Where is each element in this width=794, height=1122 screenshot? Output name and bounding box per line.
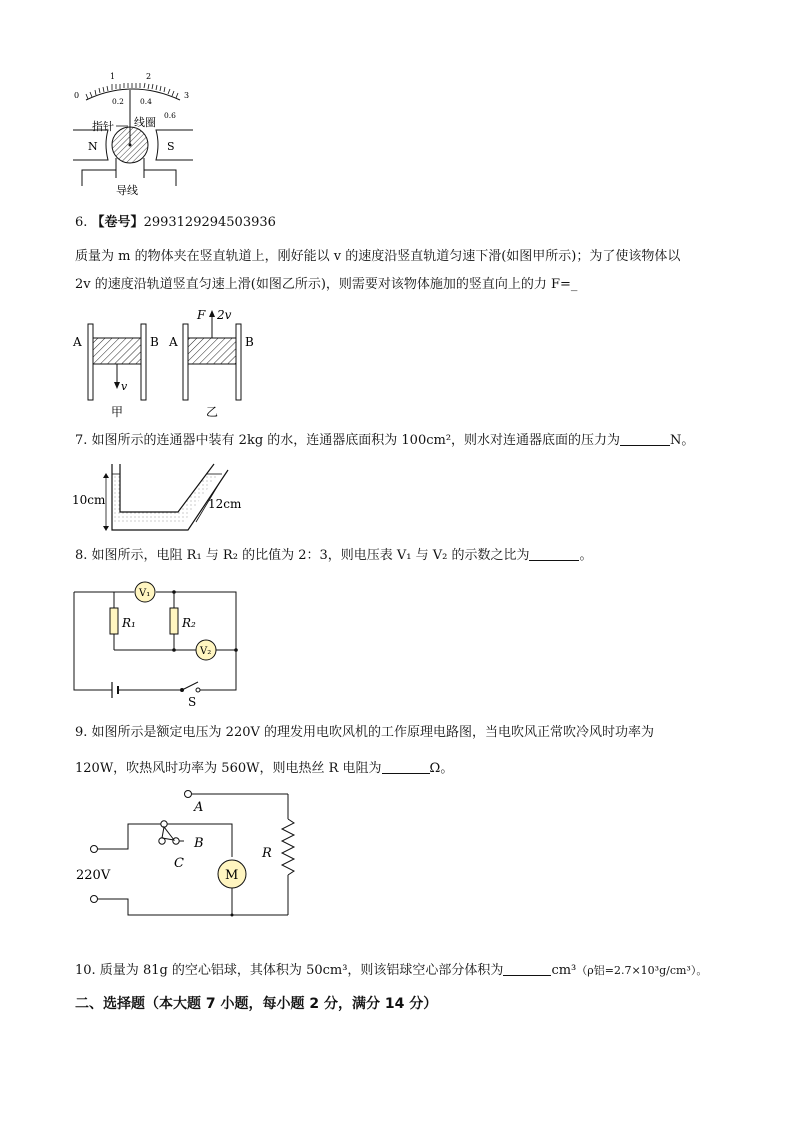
scale-label-3: 3 [184, 91, 190, 100]
q8-v2-label: V₂ [200, 646, 212, 657]
q6-id: 2993129294503936 [143, 215, 276, 230]
q8-switch-label: S [188, 695, 197, 708]
q6-number: 6. [75, 215, 88, 230]
q9-line2 [75, 760, 453, 778]
q10-note: （ρ铝=2.7×10³g/cm³）。 [576, 964, 708, 977]
scale-label-04: 0.4 [140, 97, 152, 106]
q8-v1-label: V₁ [139, 588, 151, 599]
q8-figure [70, 578, 250, 708]
q7-unit: N。 [670, 433, 695, 448]
q9-voltage-label: 220V [76, 868, 111, 883]
q6-line2: 2v 的速度沿轨道竖直匀速上滑(如图乙所示)，则需要对该物体施加的竖直向上的力 F=_ [75, 277, 578, 292]
scale-ticks [86, 83, 178, 99]
q7-question: 7. 如图所示的连通器中装有 2kg 的水，连通器底面积为 100cm²，则水对连通器底面的压力为 [75, 433, 621, 448]
q6-jia-b: B [150, 335, 159, 349]
q7-height-left: 10cm [72, 493, 106, 507]
q9-figure [72, 785, 302, 920]
q7-answer-blank[interactable] [620, 432, 670, 446]
q6-yi-2v: 2v [217, 308, 232, 322]
q8-r1-label: R₁ [122, 616, 136, 630]
scale-label-06: 0.6 [164, 111, 176, 120]
q7-height-right: 12cm [208, 497, 242, 511]
q9-label-b: B [194, 836, 204, 851]
q6-tag: 【卷号】 [91, 215, 144, 230]
q10-question: 10. 质量为 81g 的空心铝球，其体积为 50cm³，则该铝球空心部分体积为 [75, 963, 504, 978]
q7-text [75, 432, 694, 450]
q6-figure [70, 302, 270, 422]
q9-unit: Ω。 [429, 761, 454, 776]
pointer-label: 指针 [92, 120, 114, 133]
q9-label-a: A [194, 800, 204, 815]
q10-unit: cm³ [551, 963, 577, 978]
q6-jia-v: v [121, 380, 128, 393]
q8-end: 。 [579, 548, 593, 563]
q6-line1: 质量为 m 的物体夹在竖直轨道上，刚好能以 v 的速度沿竖直轨道匀速下滑(如图甲所示)；为了使该物体以 [75, 249, 681, 264]
q8-question: 8. 如图所示，电阻 R₁ 与 R₂ 的比值为 2：3，则电压表 V₁ 与 V₂ 的示数之比为 [75, 548, 530, 563]
q9-question: 120W，吹热风时功率为 560W，则电热丝 R 电阻为 [75, 761, 382, 776]
q9-line1: 9. 如图所示是额定电压为 220V 的理发用电吹风机的工作原理电路图，当电吹风正常吹冷风时功率为 [75, 725, 655, 740]
q7-figure [70, 460, 270, 540]
q6-jia-caption: 甲 [111, 405, 124, 419]
q6-yi-f: F [197, 308, 206, 322]
wire-label: 导线 [116, 184, 138, 197]
q9-motor-label: M [225, 868, 239, 883]
q10-answer-blank[interactable] [503, 962, 551, 976]
q6-figure-jia [72, 324, 159, 419]
scale-label-0: 0 [74, 91, 80, 100]
q6-header [75, 214, 276, 232]
coil-label: 线圈 [134, 116, 156, 129]
q6-jia-a: A [73, 335, 82, 349]
q8-answer-blank[interactable] [529, 547, 579, 561]
q9-answer-blank[interactable] [382, 760, 430, 774]
q6-yi-a: A [169, 335, 178, 349]
q6-yi-caption: 乙 [206, 405, 219, 419]
q10-text [75, 962, 707, 980]
magnet-s-label: S [167, 140, 175, 153]
galvanometer-figure [68, 68, 198, 198]
q6-figure-yi [168, 308, 254, 419]
scale-label-02: 0.2 [112, 97, 124, 106]
q9-label-c: C [174, 856, 184, 871]
scale-label-1: 1 [110, 72, 116, 81]
q8-r2-label: R₂ [182, 616, 196, 630]
q6-yi-b: B [245, 335, 254, 349]
section-2-title: 二、选择题（本大题 7 小题，每小题 2 分，满分 14 分） [75, 996, 438, 1012]
q8-text [75, 547, 592, 565]
q9-label-r: R [262, 846, 272, 861]
scale-label-2: 2 [146, 72, 152, 81]
magnet-n-label: N [88, 140, 98, 153]
